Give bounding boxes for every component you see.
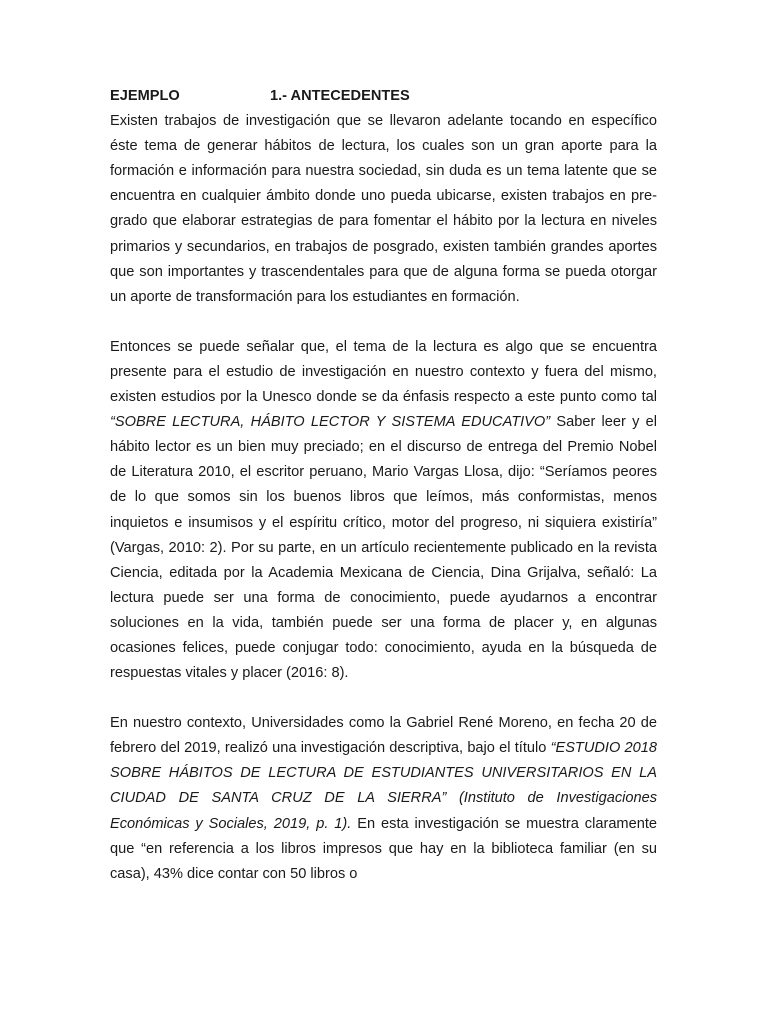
paragraph-3 — [110, 711, 657, 887]
paragraph-2 — [110, 335, 657, 686]
paragraph-1: Existen trabajos de investigación que se llevaron adelante tocando en específico éste tema de generar hábitos de lectura, los cuales son un gran aporte para la formación e información para nuestra sociedad, sin duda es un tema latente que se encuentra en cualquier ámbito donde uno pueda ubicarse, existen trabajos en pre- grado que elaborar estrategias de para fomentar el hábito por la lectura en niveles primarios y secundarios, en trabajos de posgrado, existen también grandes aportes que son importantes y trascendentales para que de alguna forma se pueda otorgar un aporte de transformación para los estudiantes en formación. — [110, 113, 657, 305]
paragraph-2-italic-title: “SOBRE LECTURA, HÁBITO LECTOR Y SISTEMA EDUCATIVO” — [110, 414, 551, 431]
section-heading — [110, 84, 657, 109]
heading-title: 1.- ANTECEDENTES — [270, 88, 410, 104]
paragraph-3-italic-title: “ESTUDIO 2018 SOBRE HÁBITOS DE LECTURA DE ESTUDIANTES UNIVERSITARIOS EN LA CIUDAD DE SANTA CRUZ DE LA SIERRA” (Instituto de Investigaciones Económicas y Sociales, 2019, p. 1). — [110, 740, 658, 832]
heading-example-label: EJEMPLO — [110, 88, 180, 104]
paragraph-3-text-c: En esta investigación se muestra claramente que “en referencia a los libros impresos que hay en la biblioteca familiar (en su casa), 43% dice contar con 50 libros o — [110, 815, 657, 882]
document-page — [110, 84, 657, 887]
paragraph-3-text-a: En nuestro contexto, Universidades como la Gabriel René Moreno, en fecha 20 de febrero del 2019, realizó una investigación descriptiva, bajo el título — [110, 715, 657, 757]
paragraph-2-text-c: Saber leer y el hábito lector es un bien muy preciado; en el discurso de entrega del Premio Nobel de Literatura 2010, el escritor peruano, Mario Vargas Llosa, dijo: “Seríamos peores de lo que somos sin los buenos libros que leímos, más conformistas, menos inquietos e insumisos y el espíritu crítico, motor del progreso, ni siquiera existiría” (Vargas, 2010: 2). Por su parte, en un artículo recientemente publicado en la revista Ciencia, editada por la Academia Mexicana de Ciencia, Dina Grijalva, señaló: La lectura puede ser una forma de conocimiento, puede ayudarnos a encontrar soluciones en la vida, también puede ser una forma de placer y, en algunas ocasiones felices, puede conjugar todo: conocimiento, ayuda en la búsqueda de respuestas vitales y placer (2016: 8). — [110, 414, 657, 682]
paragraph-2-text-a: Entonces se puede señalar que, el tema de la lectura es algo que se encuentra presente para el estudio de investigación en nuestro contexto y fuera del mismo, existen estudios por la Unesco donde se da énfasis respecto a este punto como tal — [110, 338, 657, 406]
